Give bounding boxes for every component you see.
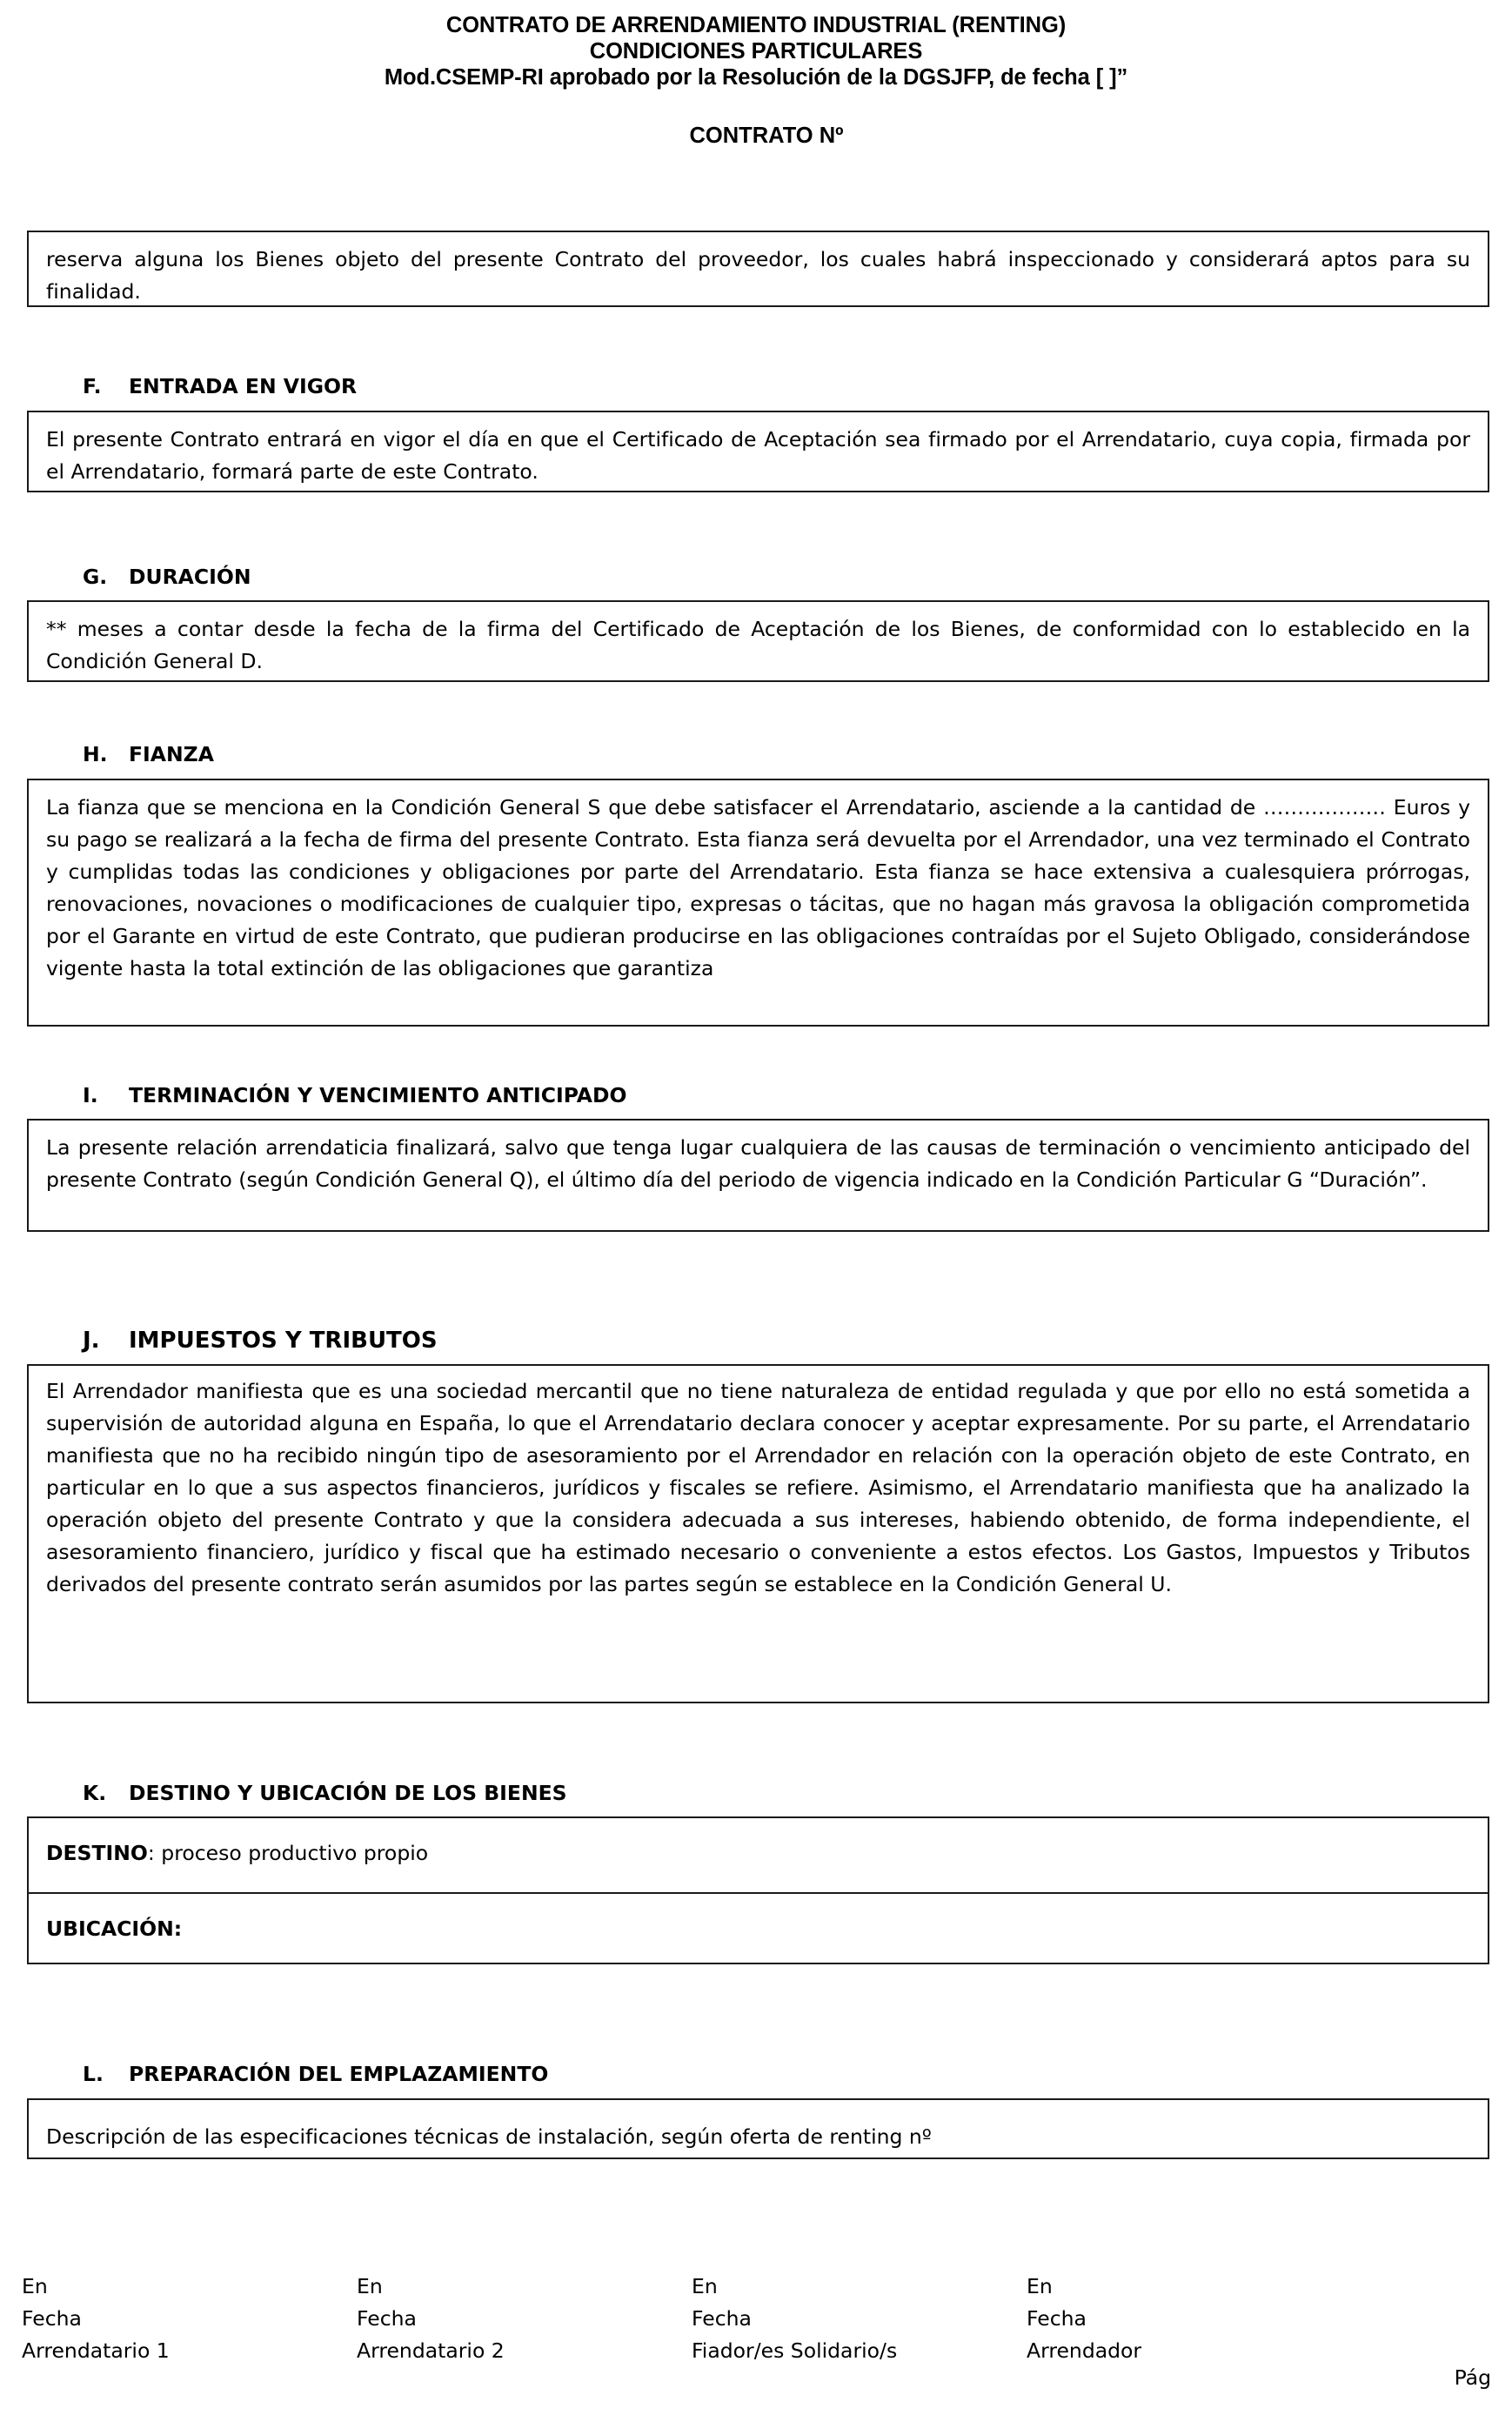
- heading-k: [27, 1776, 1489, 1810]
- title-line-2: CONDICIONES PARTICULARES: [589, 39, 923, 64]
- heading-h-label: FIANZA: [129, 742, 214, 766]
- sig-1-en: En: [22, 2274, 48, 2298]
- heading-j: [27, 1324, 1489, 1357]
- heading-i-marker: I.: [83, 1083, 98, 1107]
- section-k-box-frame: [27, 1816, 1489, 1964]
- destino-line: [46, 1837, 1470, 1870]
- section-f-box: [27, 411, 1489, 492]
- sig-1-fecha: Fecha: [22, 2306, 82, 2331]
- section-g-text: ** meses a contar desde la fecha de la firma del Certificado de Aceptación de los Bienes, de conformidad con lo establecido en la Condición General D.: [46, 617, 1470, 673]
- section-j-text: El Arrendador manifiesta que es una sociedad mercantil que no tiene naturaleza de entidad regulada y que por ello no está sometida a supervisión de autoridad alguna en España, lo que el Arrendatario declara conocer y aceptar expresamente. Por su parte, el Arrendatario manifiesta que no ha recibido ningún tipo de asesoramiento por el Arrendador en relación con la operación objeto de este Contrato, en particular en lo que a sus aspectos financieros, jurídicos y fiscales se refiere. Asimismo, el Arrendatario manifiesta que ha analizado la operación objeto del presente Contrato y que la considera adecuada a sus intereses, habiendo obtenido, de forma independiente, el asesoramiento financiero, jurídico y fiscal que ha estimado necesario o conveniente a estos efectos. Los Gastos, Impuestos y Tributos derivados del presente contrato serán asumidos por las partes según se establece en la Condición General U.: [46, 1379, 1470, 1596]
- title-line-1: CONTRATO DE ARRENDAMIENTO INDUSTRIAL (RENTING): [445, 13, 1067, 37]
- heading-f-marker: F.: [83, 374, 102, 398]
- section-j-box: [27, 1364, 1489, 1703]
- sig-2-en: En: [357, 2274, 383, 2298]
- section-k-heading: [27, 1776, 1489, 1810]
- section-l-heading: [27, 2057, 1489, 2091]
- section-f-heading: [27, 370, 1489, 403]
- section-l-text: Descripción de las especificaciones técnicas de instalación, según oferta de renting nº: [46, 2124, 932, 2149]
- sig-2-fecha: Fecha: [357, 2306, 417, 2331]
- ubicacion-row: [29, 1892, 1488, 1966]
- ubicacion-label: UBICACIÓN:: [46, 1917, 183, 1941]
- sig-2-role: Arrendatario 2: [357, 2338, 505, 2363]
- signature-column-arrendador: [1027, 2271, 1141, 2367]
- section-h-box-frame: [27, 779, 1489, 1027]
- signature-column-arrendatario-2: [357, 2271, 505, 2367]
- heading-h-marker: H.: [83, 742, 108, 766]
- section-h-box: [27, 779, 1489, 1027]
- sig-4-en: En: [1027, 2274, 1053, 2298]
- signature-column-fiador: [692, 2271, 897, 2367]
- heading-g: [27, 560, 1489, 593]
- section-f-box-frame: [27, 411, 1489, 492]
- heading-i-label: TERMINACIÓN Y VENCIMIENTO ANTICIPADO: [129, 1083, 627, 1107]
- sig-4-role: Arrendador: [1027, 2338, 1142, 2363]
- heading-l-marker: L.: [83, 2062, 104, 2086]
- sig-3-role: Fiador/es Solidario/s: [692, 2338, 898, 2363]
- heading-k-label: DESTINO Y UBICACIÓN DE LOS BIENES: [129, 1781, 567, 1805]
- sig-3-en: En: [692, 2274, 718, 2298]
- heading-l-label: PREPARACIÓN DEL EMPLAZAMIENTO: [129, 2062, 549, 2086]
- continuation-text: reserva alguna los Bienes objeto del presente Contrato del proveedor, los cuales habrá inspeccionado y considerará aptos para su finalidad.: [46, 247, 1470, 304]
- heading-i: [27, 1079, 1489, 1112]
- continuation-box-frame: [27, 231, 1489, 307]
- section-j-box-frame: [27, 1364, 1489, 1703]
- heading-g-label: DURACIÓN: [129, 565, 251, 589]
- heading-f: [27, 370, 1489, 403]
- title-line-3: Mod.CSEMP-RI aprobado por la Resolución de la DGSJFP, de fecha [ ]”: [384, 65, 1128, 90]
- section-i-heading: [27, 1079, 1489, 1112]
- section-l-box: [27, 2098, 1489, 2159]
- document-masthead: [0, 0, 1512, 149]
- sig-3-fecha: Fecha: [692, 2306, 752, 2331]
- section-g-heading: [27, 560, 1489, 593]
- heading-l: [27, 2057, 1489, 2091]
- heading-g-marker: G.: [83, 565, 108, 589]
- heading-h: [27, 738, 1489, 771]
- section-j-heading: [27, 1324, 1489, 1357]
- section-h-heading: [27, 738, 1489, 771]
- section-i-box: [27, 1119, 1489, 1232]
- section-i-box-frame: [27, 1119, 1489, 1232]
- signature-block: [22, 2271, 1492, 2375]
- section-f-text: El presente Contrato entrará en vigor el día en que el Certificado de Aceptación sea firmado por el Arrendatario, cuya copia, firmada por el Arrendatario, formará parte de este Contrato.: [46, 427, 1470, 484]
- section-g-box-frame: [27, 600, 1489, 682]
- section-k-box: [27, 1816, 1489, 1964]
- contract-number-label: CONTRATO Nº: [689, 124, 844, 148]
- continuation-box: [27, 231, 1489, 307]
- ubicacion-line: [46, 1913, 1470, 1945]
- sig-1-role: Arrendatario 1: [22, 2338, 170, 2363]
- page-footer-label: Pág: [1454, 2365, 1491, 2390]
- heading-j-marker: J.: [83, 1328, 100, 1354]
- section-i-text: La presente relación arrendaticia finalizará, salvo que tenga lugar cualquiera de las causas de terminación o vencimiento anticipado del presente Contrato (según Condición General Q), el último día del periodo de vigencia indicado en la Condición Particular G “Duración”.: [46, 1135, 1470, 1192]
- section-g-box: [27, 600, 1489, 682]
- destino-value: : proceso productivo propio: [147, 1841, 429, 1865]
- heading-f-label: ENTRADA EN VIGOR: [129, 374, 358, 398]
- section-h-text: La fianza que se menciona en la Condición General S que debe satisfacer el Arrendatario, asciende a la cantidad de ……………… Euros y su pago se realizará a la fecha de firma del presente Contrato. Esta fianza será devuelta por el Arrendador, una vez terminado el Contrato y cumplidas todas las condiciones y obligaciones por parte del Arrendatario. Esta fianza se hace extensiva a cualesquiera prórrogas, renovaciones, novaciones o modificaciones de cualquier tipo, expresas o tácitas, que no hagan más gravosa la obligación comprometida por el Garante en virtud de este Contrato, que pudieran producirse en las obligaciones contraídas por el Sujeto Obligado, considerándose vigente hasta la total extinción de las obligaciones que garantiza: [46, 795, 1470, 980]
- heading-k-marker: K.: [83, 1781, 107, 1805]
- destino-label: DESTINO: [46, 1841, 148, 1865]
- signature-column-arrendatario-1: [22, 2271, 170, 2367]
- section-l-box-frame: [27, 2098, 1489, 2159]
- sig-4-fecha: Fecha: [1027, 2306, 1087, 2331]
- destino-row: [29, 1818, 1488, 1892]
- heading-j-label: IMPUESTOS Y TRIBUTOS: [129, 1328, 438, 1354]
